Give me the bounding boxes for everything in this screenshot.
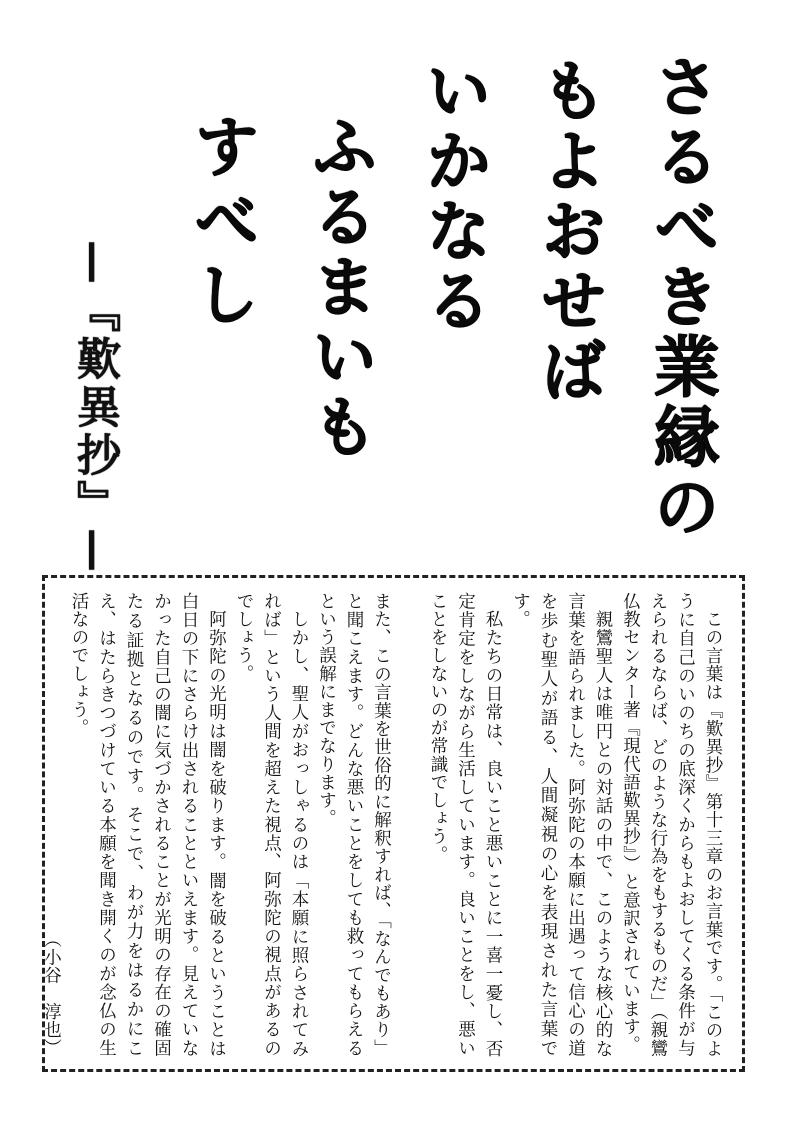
author-credit: （小谷 淳也） [41,930,62,1057]
commentary-lower-column [41,592,395,1057]
paragraph-2: 親鸞聖人は唯円との対話の中で、このような核心的な言葉を語られました。阿弥陀の本願に出遇って信心の道を歩む聖人が語る、人間凝視の心を表現された言葉です。 [510,592,613,1057]
paragraph-4: また、この言葉を世俗的に解釈すれば、「なんでもあり」と聞こえます。どんな悪いことをしても救ってもらえるという誤解にまでなります。 [316,592,392,1057]
paragraph-5: しかし、聖人がおっしゃるのは「本願に照らされてみれば」という人間を超えた視点、阿弥陀の視点があるのでしょう。 [234,592,309,1057]
commentary-box [42,575,745,1072]
title-line-2: もよおせば [529,56,607,406]
title-line-3: いかなる [414,56,492,336]
title-line-4: ふるまいも [300,112,378,462]
source-citation: —『歎異抄』— [69,240,120,576]
commentary-body [41,592,726,1057]
title-line-1: さるべき業縁の [642,52,720,542]
title-line-5: すべし [182,112,260,334]
paragraph-1: この言葉は『歎異抄』第十三章のお言葉です。「このように自己のいのちの底深くからもよおしてくる条件が与えられるならば、どのような行為をもするものだ」（親鸞仏教センター著『現代語歎異抄』）と意訳されています。 [620,592,723,1057]
paragraph-3: 私たちの日常は、良いこと悪いことに一喜一憂し、否定肯定をしながら生活しています。良いことをし、悪いことをしないのが常識でしょう。 [428,592,503,1057]
commentary-upper-column [395,592,727,1057]
paragraph-6: 阿弥陀の光明は闇を破ります。闇を破るということは白日の下にさらけ出されることといえます。見えていなかった自己の闇に気づかされることが光明の存在の確固たる証拠となるのです。そこで、わが力をはるかにこえ、はたらきつづけている本願を聞き開くのが念仏の生活なのでしょう。 [69,592,227,1057]
